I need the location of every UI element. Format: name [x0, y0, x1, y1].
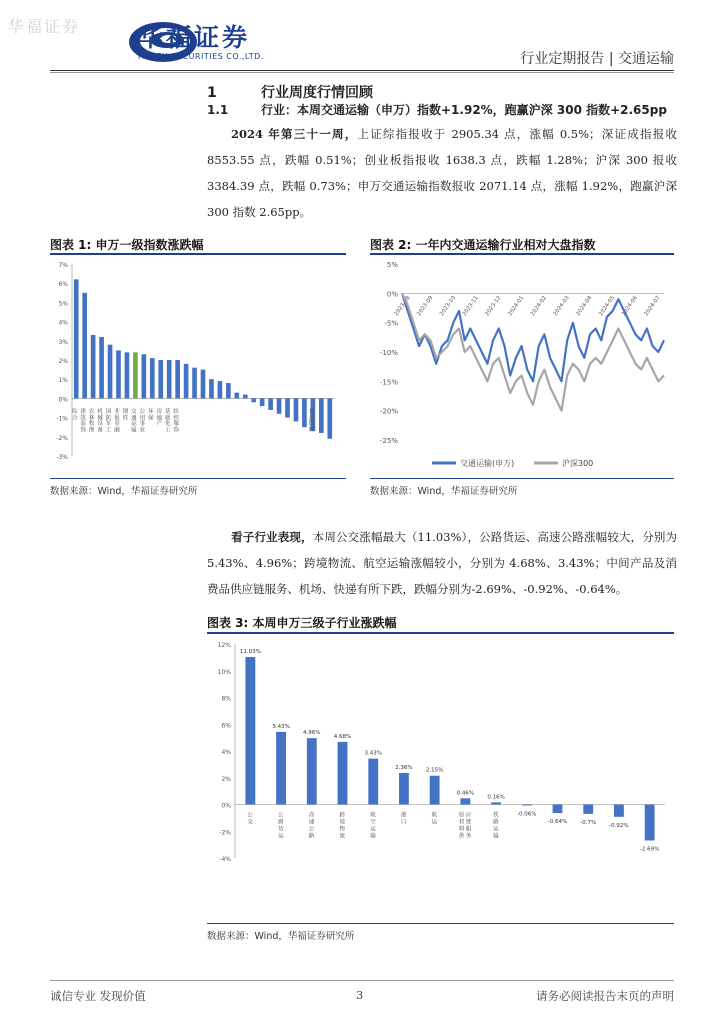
fig1-bar — [167, 360, 172, 398]
fig3-x-label-char: 运 — [370, 826, 376, 833]
fig1-y-tick: -1% — [56, 415, 68, 423]
fig3-x-label — [340, 811, 346, 840]
fig1-x-label-char: 地 — [155, 414, 162, 420]
fig1-x-label-char: 银 — [112, 414, 119, 420]
fig2-legend-label: 沪深300 — [562, 459, 594, 468]
fig3-x-label — [278, 813, 284, 840]
fig3-y-tick: 10% — [217, 668, 231, 676]
fig1-x-label-char: 料 — [307, 426, 314, 432]
fig2-source: 数据来源：Wind，华福证券研究所 — [370, 486, 518, 497]
fig1-x-label-char: 通 — [129, 414, 136, 420]
fig3-data-label: 4.96% — [303, 730, 321, 737]
fig1-x-label-char: 国 — [104, 408, 111, 414]
fig1-x-label-char: 业 — [138, 426, 145, 432]
fig1-y-tick: 7% — [58, 262, 68, 269]
fig2-bottom-rule — [370, 478, 674, 479]
fig2-x-tick: 2024-04 — [575, 295, 594, 318]
fig1-x-label — [155, 407, 162, 427]
fig3-y-tick: -4% — [219, 856, 231, 863]
fig1-x-label-char: 机 — [96, 408, 103, 414]
fig1-x-label-char: 装 — [79, 420, 86, 426]
fig3-x-label — [309, 811, 315, 840]
brand-name-cn: 华福证券 — [138, 23, 251, 52]
fig2-y-tick: -20% — [379, 407, 398, 416]
fig1-x-label-char: 融 — [112, 426, 119, 432]
section-heading: 1 行业周度行情回顾 — [207, 85, 373, 101]
footer-slogan: 诚信专业 发现价值 — [50, 989, 146, 1003]
fig3-data-label: -0.92% — [609, 822, 629, 829]
fig3-bar — [338, 742, 348, 805]
fig3-x-label-char: 高 — [308, 812, 315, 819]
fig2-y-tick: -5% — [384, 319, 398, 328]
footer-disclaimer: 请务必阅读报告末页的声明 — [536, 989, 674, 1003]
fig2-x-tick: 2023-09 — [416, 295, 435, 318]
fig1-bar — [175, 360, 180, 398]
fig3-x-label-char: 应 — [465, 812, 472, 819]
fig3-x-label-char: 服 — [465, 826, 472, 833]
fig3-y-tick: 8% — [221, 695, 231, 703]
fig3-x-label-char: 空 — [370, 819, 376, 826]
fig1-x-label-char: 基 — [163, 408, 170, 414]
fig2-series-line — [402, 293, 664, 381]
fig3-x-label-char: 运 — [493, 826, 499, 833]
fig1-x-label-char: 化 — [163, 420, 170, 426]
fig3-data-label: -0.7% — [580, 819, 597, 826]
fig1-x-label-char: 铁 — [121, 414, 128, 420]
fig3-bar — [553, 805, 563, 814]
fig1-bar — [277, 398, 282, 413]
fig3-data-label: -2.69% — [639, 846, 660, 853]
fig3-bottom-rule — [207, 923, 674, 924]
fig3-x-label-char: 口 — [400, 819, 407, 826]
fig1-title: 图表 1: 申万一级指数涨跌幅 — [50, 238, 204, 252]
fig3-x-label — [493, 811, 499, 840]
fig1-x-label-char: 林 — [87, 414, 94, 420]
fig1-y-tick: 1% — [58, 377, 68, 385]
fig3-data-label: 0.16% — [487, 794, 505, 801]
fig3-bar — [245, 657, 255, 805]
fig1-x-label — [307, 407, 314, 433]
fig3-bar — [583, 805, 593, 814]
fig3-x-label-char: 供 — [458, 833, 465, 840]
fig1-x-label-char: 钢 — [121, 408, 128, 414]
fig1-x-label-char: 食 — [307, 408, 314, 414]
fig3-x-label-char: 港 — [400, 812, 407, 819]
fig1-bar — [192, 368, 197, 399]
fig3-title: 图表 3: 本周申万三级子行业涨跌幅 — [207, 616, 397, 630]
fig1-y-tick: -2% — [56, 434, 68, 442]
fig2-y-tick: -10% — [379, 349, 398, 357]
fig1-bar — [285, 398, 290, 417]
fig1-x-label — [130, 407, 137, 433]
fig3-rule — [207, 632, 674, 634]
fig1-bar — [91, 335, 96, 398]
fig2-legend-label: 交通运输(申万) — [460, 459, 515, 468]
fig1-bar — [184, 364, 189, 399]
fig3-x-label — [432, 811, 438, 826]
fig2-x-tick: 2024-03 — [552, 295, 571, 318]
fig1-x-label-char: 筑 — [79, 414, 86, 420]
fig3-chart — [207, 636, 674, 918]
fig3-x-label-char: 路 — [493, 819, 499, 826]
fig3-x-label-char: 运 — [278, 833, 284, 840]
fig1-bar — [142, 354, 147, 398]
fig3-x-label-char: 链 — [465, 819, 472, 826]
fig1-bar — [82, 293, 87, 399]
fig1-x-label-char: 公 — [138, 408, 145, 414]
fig2-x-tick: 2023-08 — [393, 295, 412, 318]
fig3-bar — [460, 798, 470, 804]
fig3-x-label-char: 航 — [431, 812, 438, 819]
fig3-x-label-char: 运 — [431, 819, 438, 826]
fig1-x-label — [105, 407, 112, 432]
fig3-data-label: 11.03% — [239, 648, 261, 655]
fig3-x-label-char: 跨 — [339, 812, 346, 819]
fig1-y-tick: -3% — [56, 454, 68, 461]
fig1-y-tick: 6% — [58, 281, 68, 289]
fig1-x-label-char: 金 — [112, 420, 119, 426]
fig3-x-label — [247, 813, 253, 826]
fig3-data-label: 0.46% — [456, 790, 475, 797]
fig3-data-label: 2.36% — [395, 764, 413, 771]
fig2-x-tick: 2024-01 — [507, 295, 526, 318]
fig1-x-label-char: 运 — [129, 420, 136, 426]
fig1-x-label — [96, 407, 103, 433]
fig1-x-label — [71, 407, 78, 421]
fig1-bar — [243, 395, 248, 399]
fig3-x-label-char: 原 — [458, 812, 465, 819]
fig1-bar — [302, 398, 307, 427]
fig3-y-tick: 12% — [217, 642, 231, 649]
fig1-bar — [294, 398, 299, 421]
fig3-x-label-char: 公 — [247, 812, 253, 819]
fig1-x-label — [113, 407, 120, 433]
fig2-y-tick: -25% — [379, 437, 398, 445]
fig1-x-label-char: 饰 — [172, 426, 179, 432]
fig3-data-label: 5.43% — [272, 723, 290, 730]
fig3-x-label-char: 境 — [339, 819, 346, 826]
fig3-x-label-char: 路 — [308, 833, 315, 840]
fig1-x-label-char: 设 — [96, 420, 103, 426]
fig1-x-label-char: 建 — [79, 408, 86, 414]
page-number: 3 — [356, 988, 364, 1002]
fig3-x-label-char: 航 — [370, 812, 376, 819]
fig3-bar — [491, 802, 501, 804]
fig1-bar — [251, 398, 256, 402]
fig3-data-label: -0.64% — [547, 819, 568, 826]
fig3-x-label-char: 材 — [458, 819, 465, 826]
fig1-x-label-char: 事 — [138, 420, 145, 426]
fig3-y-tick: 4% — [221, 749, 231, 756]
fig3-bar — [399, 773, 409, 805]
fig1-source: 数据来源：Wind，华福证券研究所 — [50, 486, 198, 497]
fig1-x-label — [172, 407, 179, 433]
fig1-y-tick: 4% — [58, 319, 68, 327]
fig3-source: 数据来源：Wind，华福证券研究所 — [207, 931, 355, 942]
fig1-y-tick: 2% — [58, 358, 68, 365]
fig1-bar — [319, 398, 324, 433]
fig1-x-label — [147, 407, 154, 421]
fig2-rule — [370, 253, 674, 255]
fig3-x-label-char: 务 — [465, 833, 472, 840]
fig1-bar — [234, 393, 239, 399]
footer-divider — [50, 980, 674, 981]
fig1-y-tick: 3% — [58, 338, 68, 346]
fig2-x-tick: 2024-06 — [620, 295, 639, 318]
fig3-x-label-char: 货 — [278, 826, 284, 833]
report-category: 行业定期报告 | 交通运输 — [520, 51, 674, 67]
fig3-x-label-char: 交 — [247, 819, 253, 826]
fig3-x-label-char: 料 — [458, 826, 465, 833]
fig3-data-label: 3.43% — [364, 750, 382, 757]
fig1-x-label-char: 服 — [172, 420, 179, 426]
fig1-x-label — [88, 407, 95, 433]
fig1-x-label-char: 纺 — [172, 408, 179, 414]
fig1-x-label — [138, 408, 145, 432]
fig1-x-label-char: 综 — [70, 408, 77, 414]
fig1-rule — [50, 253, 346, 255]
fig3-x-label-char: 输 — [493, 833, 499, 840]
fig3-y-tick: 2% — [221, 775, 231, 783]
fig1-x-label-char: 保 — [146, 414, 153, 420]
fig3-y-tick: 6% — [221, 722, 231, 730]
fig1-x-label-char: 品 — [307, 414, 314, 420]
fig1-bar — [209, 379, 214, 398]
fig1-bar — [125, 352, 130, 398]
fig3-x-label — [401, 811, 407, 826]
fig1-bar — [260, 398, 265, 406]
fig1-x-label-char: 防 — [104, 414, 111, 420]
fig3-x-label-char: 物 — [339, 826, 346, 833]
fig1-bar — [201, 370, 206, 399]
fig1-x-label-char: 饮 — [307, 420, 314, 426]
fig2-chart — [370, 258, 674, 474]
fig3-x-label — [370, 811, 376, 840]
subsection-heading: 1.1 行业：本周交通运输（申万）指数+1.92%，跑赢沪深 300 指数+2.65pp — [207, 103, 667, 117]
fig1-bar — [150, 358, 155, 398]
fig3-x-label-char: 铁 — [493, 812, 499, 819]
market-summary-paragraph: 2024 年第三十一周，上证综指报收于 2905.34 点，涨幅 0.5%；深证成指报收 8553.55 点，跌幅 0.51%；创业板指报收 1638.3 点，跌幅 1.28%；沪深 300 报收 3384.39 点，跌幅 0.73%；申万交通运输指数报收 2071.14 点，涨幅 1.92%，跑赢沪深 300 指数 2.65pp。 — [207, 127, 677, 219]
fig1-x-label — [121, 407, 128, 421]
fig1-x-label-char: 交 — [129, 408, 136, 414]
fig1-x-label-char: 牧 — [87, 420, 94, 426]
fig1-x-label-char: 合 — [70, 414, 77, 420]
fig1-y-tick: 0% — [58, 396, 68, 404]
fig1-x-label-char: 农 — [87, 408, 94, 414]
fig1-bar — [74, 279, 79, 398]
fig1-x-label-char: 产 — [155, 420, 162, 426]
fig3-bar — [522, 805, 532, 806]
fig1-bar — [327, 398, 332, 438]
header-divider — [50, 70, 674, 71]
brand-name-en: HUAFU SECURITIES CO.,LTD. — [138, 52, 264, 61]
header-divider-thin — [50, 72, 674, 73]
fig2-x-tick: 2023-12 — [484, 295, 503, 318]
fig1-x-label-char: 非 — [112, 408, 119, 414]
fig1-x-label-char: 械 — [96, 414, 103, 420]
fig1-bar — [158, 360, 163, 398]
fig3-bar — [307, 738, 317, 804]
fig2-title: 图表 2: 一年内交通运输行业相对大盘指数 — [370, 238, 596, 252]
fig3-data-label: -0.06% — [517, 811, 537, 818]
fig1-x-label-char: 织 — [172, 414, 179, 420]
fig1-chart — [50, 258, 346, 470]
fig1-x-label-char: 用 — [138, 414, 145, 420]
fig2-x-tick: 2024-02 — [529, 295, 549, 318]
fig1-bar — [218, 381, 223, 398]
fig1-bottom-rule — [50, 478, 346, 479]
fig3-x-label-char: 路 — [278, 819, 284, 826]
fig1-x-label-char: 工 — [104, 426, 111, 432]
fig2-x-tick: 2024-05 — [598, 295, 617, 318]
watermark: 华福证券 — [8, 17, 81, 36]
fig1-x-label-char: 饰 — [79, 426, 86, 432]
fig1-x-label-char: 渔 — [87, 426, 94, 432]
fig3-y-tick: 0% — [221, 802, 231, 810]
fig1-x-label-char: 础 — [163, 414, 170, 420]
fig1-x-label-char: 军 — [104, 420, 111, 426]
fig2-x-tick: 2024-07 — [643, 295, 662, 318]
fig3-bar — [276, 732, 286, 805]
fig1-x-label — [164, 407, 171, 432]
fig3-y-tick: -2% — [219, 829, 231, 837]
fig1-x-label-char: 房 — [155, 408, 162, 414]
fig2-y-tick: -15% — [379, 378, 398, 387]
fig1-bar — [133, 352, 138, 398]
fig3-x-label-char: 公 — [308, 826, 315, 833]
fig3-bar — [645, 805, 655, 841]
fig3-data-label: 4.68% — [333, 733, 352, 740]
fig1-bar — [108, 345, 113, 399]
fig1-x-label-char: 环 — [146, 408, 153, 414]
fig3-x-label-char: 输 — [370, 833, 376, 840]
fig1-bar — [99, 337, 104, 398]
fig1-x-label-char: 输 — [129, 426, 136, 432]
fig2-x-tick: 2023-10 — [438, 295, 458, 318]
subindustry-paragraph: 看子行业表现，本周公交涨幅最大（11.03%），公路货运、高速公路涨幅较大，分别为 5.43%、4.96%；跨境物流、航空运输涨幅较小，分别为 4.68%、3.43%；中间产品及消费品供应链服务、机场、快递有所下跌，跌幅分别为-2.69%、-0.92%、-0.64%。 — [207, 530, 677, 596]
fig2-y-tick: 5% — [386, 261, 398, 269]
fig1-bar — [268, 398, 273, 410]
fig3-x-label-char: 公 — [278, 812, 284, 819]
fig3-bar — [430, 776, 440, 805]
fig1-x-label-char: 备 — [96, 426, 103, 432]
fig1-x-label-char: 工 — [163, 426, 170, 432]
fig1-bar — [226, 383, 231, 398]
fig3-x-label-char: 流 — [339, 833, 346, 840]
fig3-x-label-char: 速 — [308, 819, 315, 826]
fig3-bar — [368, 759, 378, 805]
fig2-x-tick: 2023-11 — [461, 295, 480, 318]
fig3-bar — [614, 805, 624, 817]
fig1-x-label — [79, 407, 86, 433]
fig3-data-label: 2.15% — [425, 767, 444, 774]
fig1-bar — [116, 350, 121, 398]
fig3-x-label — [459, 811, 472, 840]
fig2-y-tick: 0% — [386, 290, 398, 299]
fig1-y-tick: 5% — [58, 300, 68, 308]
